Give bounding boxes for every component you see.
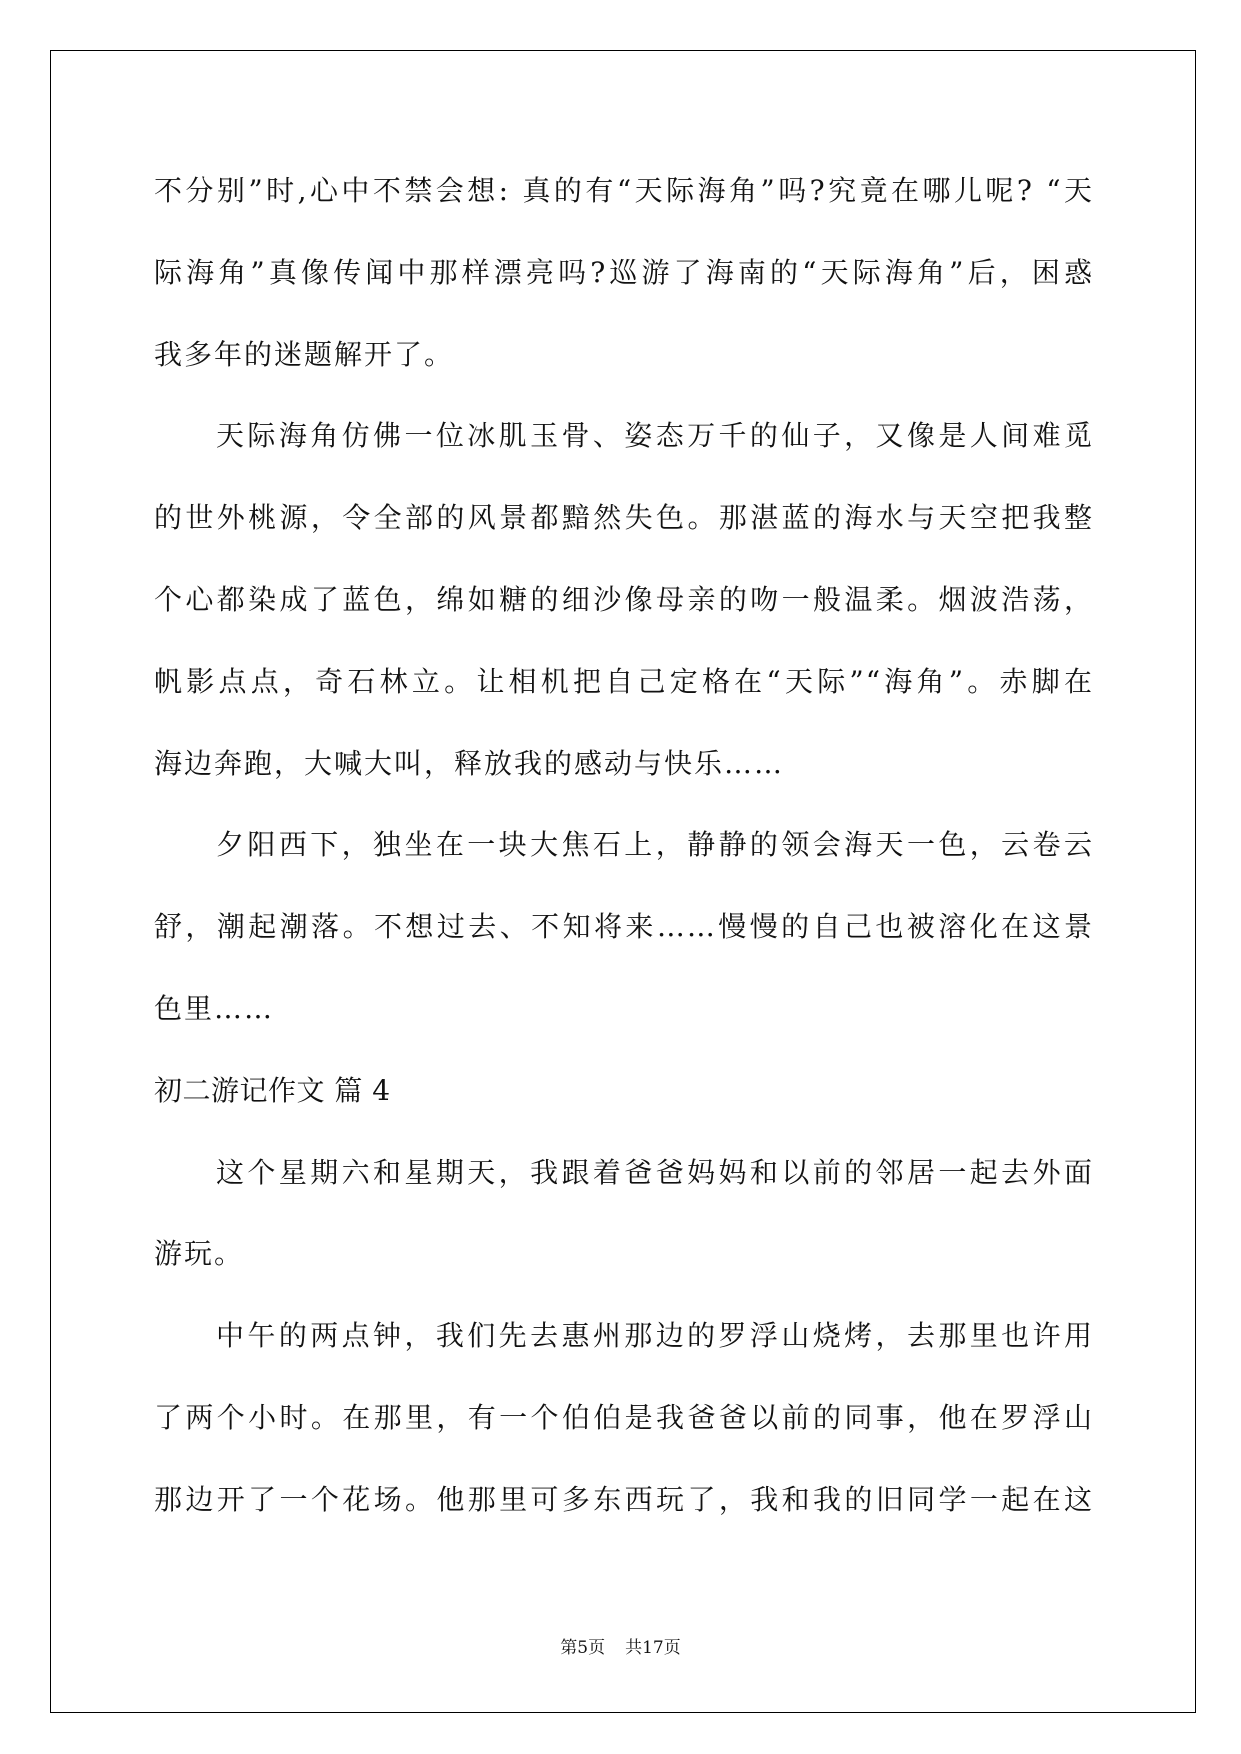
text-line: 际海角”真像传闻中那样漂亮吗?巡游了海南的“天际海角”后，困惑 xyxy=(154,256,1094,289)
page-number: 第5页 xyxy=(560,1638,606,1658)
section-heading: 初二游记作文 篇 4 xyxy=(154,1074,391,1107)
text-line: 这个星期六和星期天，我跟着爸爸妈妈和以前的邻居一起去外面 xyxy=(216,1156,1094,1189)
text-line: 了两个小时。在那里，有一个伯伯是我爸爸以前的同事，他在罗浮山 xyxy=(154,1401,1094,1434)
text-line: 天际海角仿佛一位冰肌玉骨、姿态万千的仙子，又像是人间难觅 xyxy=(216,419,1094,452)
page-total: 共17页 xyxy=(625,1638,681,1658)
text-line: 中午的两点钟，我们先去惠州那边的罗浮山烧烤，去那里也许用 xyxy=(216,1319,1094,1352)
text-line: 的世外桃源，令全部的风景都黯然失色。那湛蓝的海水与天空把我整 xyxy=(154,501,1094,534)
text-line: 不分别”时,心中不禁会想: 真的有“天际海角”吗?究竟在哪儿呢? “天 xyxy=(154,174,1094,207)
text-line: 游玩。 xyxy=(154,1237,245,1270)
text-line: 帆影点点，奇石林立。让相机把自己定格在“天际”“海角”。赤脚在 xyxy=(154,665,1094,698)
text-line: 我多年的迷题解开了。 xyxy=(154,338,455,371)
text-line: 夕阳西下，独坐在一块大焦石上，静静的领会海天一色，云卷云 xyxy=(216,828,1094,861)
text-line: 舒，潮起潮落。不想过去、不知将来……慢慢的自己也被溶化在这景 xyxy=(154,910,1094,943)
text-line: 海边奔跑，大喊大叫，释放我的感动与快乐…… xyxy=(154,747,785,780)
text-line: 色里…… xyxy=(154,992,275,1025)
text-line: 个心都染成了蓝色，绵如糖的细沙像母亲的吻一般温柔。烟波浩荡， xyxy=(154,583,1094,616)
page-footer xyxy=(0,1636,1241,1660)
page-border xyxy=(50,50,1196,1713)
text-line: 那边开了一个花场。他那里可多东西玩了，我和我的旧同学一起在这 xyxy=(154,1483,1094,1516)
